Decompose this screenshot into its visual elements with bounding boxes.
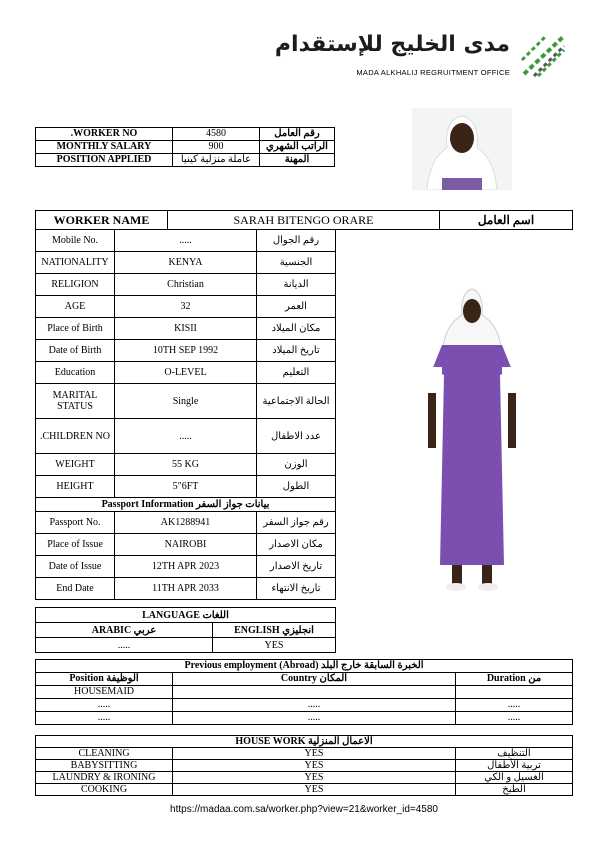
position-value: عاملة منزلية كينيا — [173, 154, 260, 167]
info-value: Christian — [115, 274, 257, 296]
worker-name-value: SARAH BITENGO ORARE — [168, 211, 440, 230]
info-value: ..... — [115, 230, 257, 252]
info-label: WEIGHT — [36, 454, 115, 476]
house-task: CLEANING — [36, 748, 173, 760]
house-task-ar: الطبخ — [456, 784, 573, 796]
worker-no-label: .WORKER NO — [36, 128, 173, 141]
company-logo — [274, 30, 570, 80]
info-label: Place of Birth — [36, 318, 115, 340]
salary-value: 900 — [173, 141, 260, 154]
passport-label-ar: تاريخ الاصدار — [257, 556, 336, 578]
table-row — [36, 699, 573, 712]
salary-label-ar: الراتب الشهري — [260, 141, 335, 154]
house-task: LAUNDRY & IRONING — [36, 772, 173, 784]
previous-heading: Previous employment (Abroad) الخبرة السابقة خارج البلد — [36, 660, 573, 673]
info-label-ar: عدد الاطفال — [257, 419, 336, 454]
info-label: .CHILDREN NO — [36, 419, 115, 454]
house-value: YES — [173, 784, 456, 796]
worker-no-value: 4580 — [173, 128, 260, 141]
table-row — [36, 686, 573, 699]
top-info-table — [35, 127, 335, 167]
info-value: 5"6FT — [115, 476, 257, 498]
info-label: HEIGHT — [36, 476, 115, 498]
info-label-ar: التعليم — [257, 362, 336, 384]
arabic-label: ARABIC عربي — [36, 623, 213, 638]
info-row — [36, 419, 336, 454]
info-label: Date of Birth — [36, 340, 115, 362]
info-row — [36, 252, 336, 274]
info-label-ar: الديانة — [257, 274, 336, 296]
table-row — [36, 712, 573, 725]
passport-row — [36, 556, 336, 578]
info-label-ar: الطول — [257, 476, 336, 498]
prev-position: ..... — [36, 712, 173, 725]
info-row — [36, 318, 336, 340]
prev-duration — [456, 686, 573, 699]
info-label: RELIGION — [36, 274, 115, 296]
info-value: KISII — [115, 318, 257, 340]
passport-label-ar: تاريخ الانتهاء — [257, 578, 336, 600]
footer-url: https://madaa.com.sa/worker.php?view=21&worker_id=4580 — [170, 804, 438, 815]
passport-value: 12TH APR 2023 — [115, 556, 257, 578]
info-label-ar: تاريخ الميلاد — [257, 340, 336, 362]
passport-label: End Date — [36, 578, 115, 600]
passport-row — [36, 578, 336, 600]
personal-info-table — [35, 229, 336, 600]
table-row — [36, 772, 573, 784]
info-row — [36, 476, 336, 498]
house-task-ar: تربية الأطفال — [456, 760, 573, 772]
prev-position: HOUSEMAID — [36, 686, 173, 699]
prev-country — [173, 686, 456, 699]
salary-label: MONTHLY SALARY — [36, 141, 173, 154]
info-value: Single — [115, 384, 257, 419]
info-value: O-LEVEL — [115, 362, 257, 384]
logo-arabic-text: مدى الخليج للإستقدام — [274, 32, 510, 57]
col-position: Position الوظيفة — [36, 673, 173, 686]
info-row — [36, 340, 336, 362]
worker-no-label-ar: رقم العامل — [260, 128, 335, 141]
worker-name-label-ar: اسم العامل — [440, 211, 573, 230]
passport-heading: Passport Information بيانات جواز السفر — [36, 498, 336, 512]
info-label: MARITAL STATUS — [36, 384, 115, 419]
passport-value: AK1288941 — [115, 512, 257, 534]
prev-position: ..... — [36, 699, 173, 712]
language-table — [35, 607, 336, 653]
worker-name-row — [35, 210, 573, 230]
passport-label: Date of Issue — [36, 556, 115, 578]
table-row — [36, 760, 573, 772]
col-country: Country المكان — [173, 673, 456, 686]
house-heading: HOUSE WORK الاعمال المنزلية — [36, 736, 573, 748]
passport-label-ar: رقم جواز السفر — [257, 512, 336, 534]
logo-mark-icon — [518, 30, 570, 80]
info-label-ar: الحالة الاجتماعية — [257, 384, 336, 419]
info-row — [36, 296, 336, 318]
worker-name-label: WORKER NAME — [36, 211, 168, 230]
table-row — [36, 748, 573, 760]
info-label: Education — [36, 362, 115, 384]
arabic-value: ..... — [36, 638, 213, 653]
info-value: 32 — [115, 296, 257, 318]
passport-value: NAIROBI — [115, 534, 257, 556]
table-row — [36, 784, 573, 796]
info-label-ar: الوزن — [257, 454, 336, 476]
info-label-ar: العمر — [257, 296, 336, 318]
position-label-ar: المهنة — [260, 154, 335, 167]
info-label: NATIONALITY — [36, 252, 115, 274]
worker-full-body-photo — [372, 275, 572, 595]
info-value: KENYA — [115, 252, 257, 274]
house-value: YES — [173, 772, 456, 784]
info-row — [36, 274, 336, 296]
info-label: Mobile No. — [36, 230, 115, 252]
logo-english-text: MADA ALKHALIJ REGRUITMENT OFFICE — [356, 68, 510, 77]
house-work-table — [35, 735, 573, 796]
worker-portrait-photo — [412, 108, 512, 190]
prev-duration: ..... — [456, 699, 573, 712]
house-task: COOKING — [36, 784, 173, 796]
info-row — [36, 384, 336, 419]
passport-value: 11TH APR 2033 — [115, 578, 257, 600]
english-label: ENGLISH انجليزي — [213, 623, 336, 638]
info-label-ar: مكان الميلاد — [257, 318, 336, 340]
info-value: 10TH SEP 1992 — [115, 340, 257, 362]
passport-label-ar: مكان الاصدار — [257, 534, 336, 556]
passport-row — [36, 534, 336, 556]
position-label: POSITION APPLIED — [36, 154, 173, 167]
info-row — [36, 454, 336, 476]
passport-label: Place of Issue — [36, 534, 115, 556]
passport-label: Passport No. — [36, 512, 115, 534]
house-value: YES — [173, 760, 456, 772]
house-task: BABYSITTING — [36, 760, 173, 772]
col-duration: Duration من — [456, 673, 573, 686]
english-value: YES — [213, 638, 336, 653]
house-task-ar: التنظيف — [456, 748, 573, 760]
info-row — [36, 230, 336, 252]
prev-duration: ..... — [456, 712, 573, 725]
info-label-ar: الجنسية — [257, 252, 336, 274]
house-value: YES — [173, 748, 456, 760]
prev-country: ..... — [173, 699, 456, 712]
language-heading: LANGUAGE اللغات — [36, 608, 336, 623]
previous-employment-table — [35, 659, 573, 725]
house-task-ar: الغسيل و الكي — [456, 772, 573, 784]
prev-country: ..... — [173, 712, 456, 725]
info-label: AGE — [36, 296, 115, 318]
info-value: 55 KG — [115, 454, 257, 476]
info-label-ar: رقم الجوال — [257, 230, 336, 252]
info-row — [36, 362, 336, 384]
passport-row — [36, 512, 336, 534]
info-value: ..... — [115, 419, 257, 454]
